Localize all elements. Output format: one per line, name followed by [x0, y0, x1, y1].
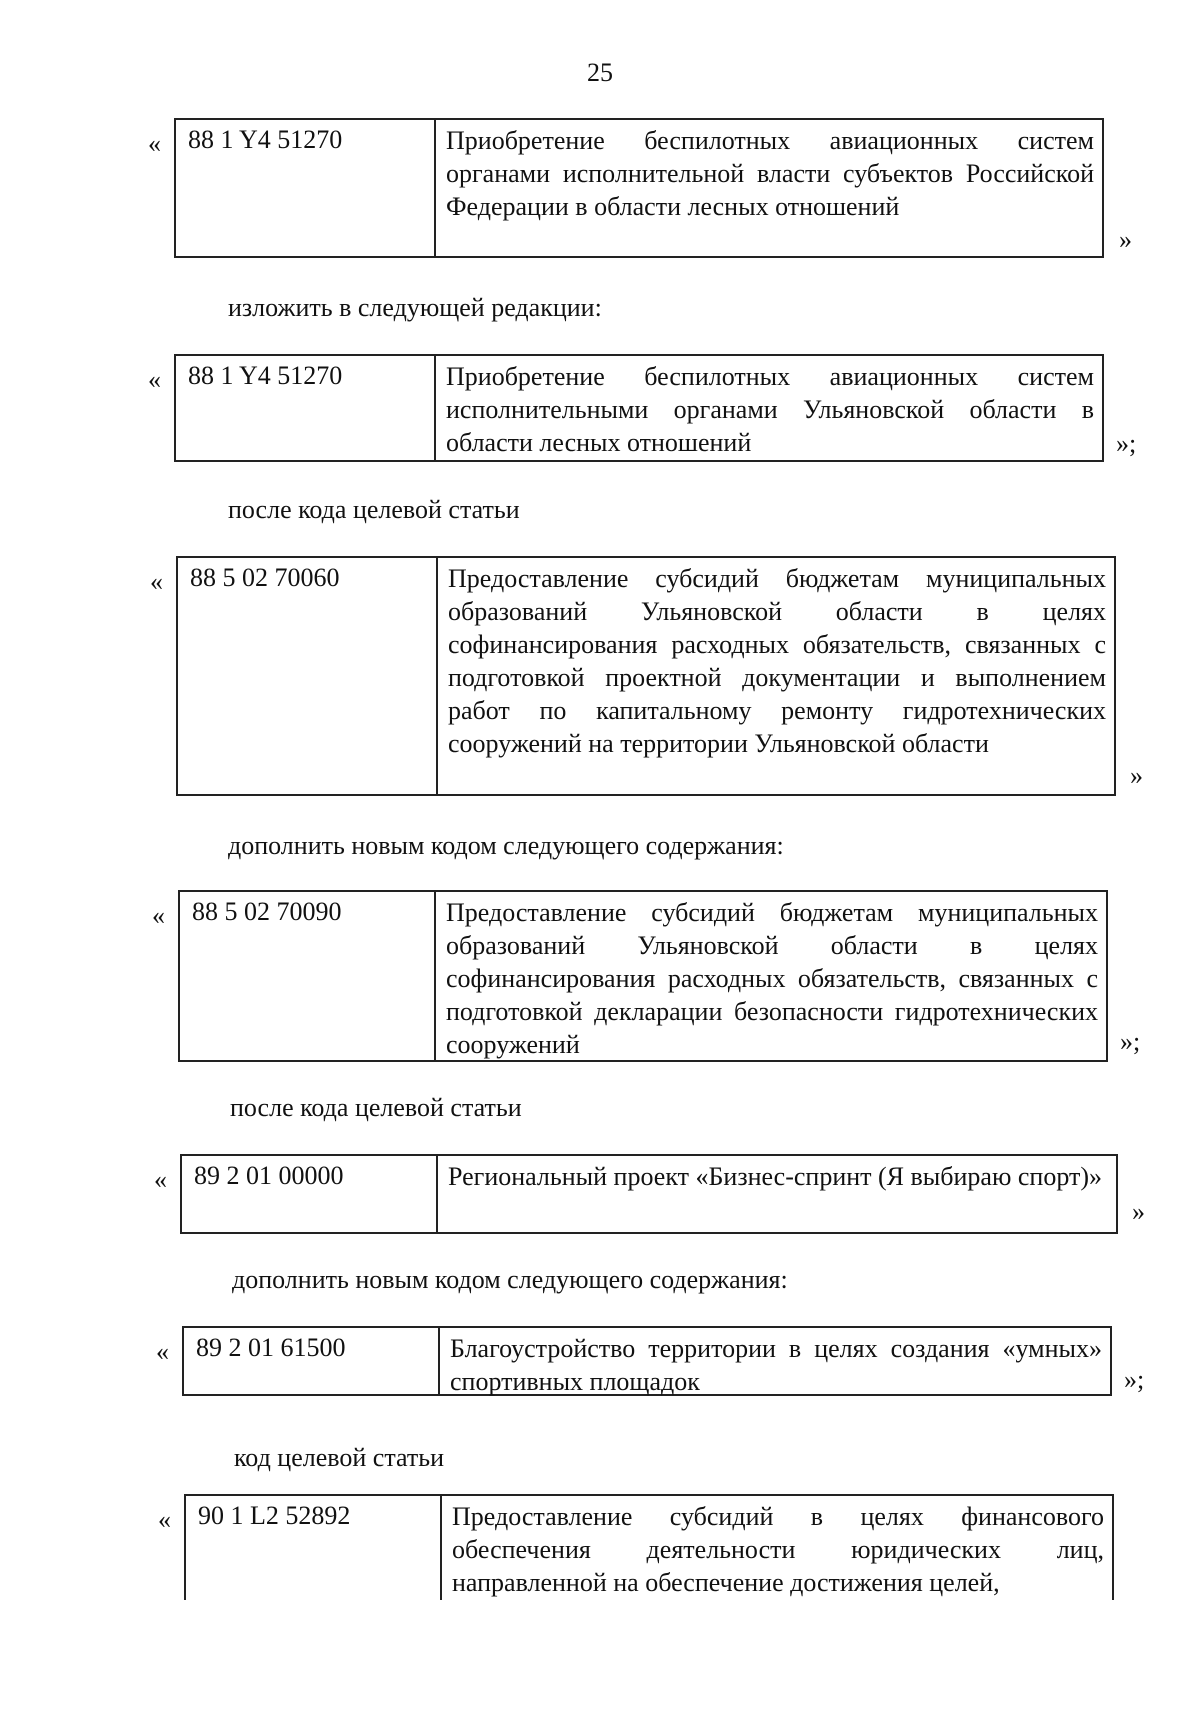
code-description: Благоустройство территории в целях создания «умных» спортивных площадок	[450, 1334, 1102, 1396]
instruction-text: изложить в следующей редакции:	[228, 293, 602, 322]
closing-quote: »	[1119, 225, 1132, 254]
opening-quote: «	[150, 567, 163, 596]
code-table	[176, 556, 1116, 796]
instruction-text: дополнить новым кодом следующего содержания:	[232, 1265, 788, 1294]
code-table	[174, 118, 1104, 258]
code-description: Предоставление субсидий в целях финансового обеспечения деятельности юридических лиц, направленной на обеспечение достижения целей,	[452, 1502, 1104, 1597]
target-code: 90 1 L2 52892	[186, 1496, 442, 1600]
target-code: 88 1 Y4 51270	[176, 356, 436, 460]
instruction-text: дополнить новым кодом следующего содержания:	[228, 831, 784, 860]
opening-quote: «	[158, 1505, 171, 1534]
closing-quote: »	[1130, 761, 1143, 790]
opening-quote: «	[152, 901, 165, 930]
instruction-text: после кода целевой статьи	[228, 495, 520, 524]
target-code: 89 2 01 61500	[184, 1328, 440, 1394]
opening-quote: «	[156, 1337, 169, 1366]
code-description: Предоставление субсидий бюджетам муниципальных образований Ульяновской области в целях софинансирования расходных обязательств, связанных с подготовкой проектной документации и выполнением работ по капитальному ремонту гидротехнических сооружений на территории Ульяновской области	[448, 564, 1106, 758]
target-code: 89 2 01 00000	[182, 1156, 438, 1232]
closing-quote: »	[1132, 1197, 1145, 1226]
code-description: Приобретение беспилотных авиационных систем исполнительными органами Ульяновской области в области лесных отношений	[446, 362, 1094, 457]
code-table	[184, 1494, 1114, 1600]
closing-quote: »;	[1116, 429, 1137, 458]
opening-quote: «	[148, 129, 161, 158]
target-code: 88 1 Y4 51270	[176, 120, 436, 256]
code-description: Приобретение беспилотных авиационных систем органами исполнительной власти субъектов Российской Федерации в области лесных отношений	[446, 126, 1094, 221]
instruction-text: код целевой статьи	[234, 1443, 444, 1472]
target-code: 88 5 02 70090	[180, 892, 436, 1060]
opening-quote: «	[154, 1165, 167, 1194]
code-description: Региональный проект «Бизнес-спринт (Я выбираю спорт)»	[448, 1162, 1103, 1191]
code-table	[180, 1154, 1118, 1234]
closing-quote: »;	[1120, 1027, 1141, 1056]
code-description: Предоставление субсидий бюджетам муниципальных образований Ульяновской области в целях софинансирования расходных обязательств, связанных с подготовкой декларации безопасности гидротехнических сооружений	[446, 898, 1098, 1059]
code-table	[182, 1326, 1112, 1396]
instruction-text: после кода целевой статьи	[230, 1093, 522, 1122]
target-code: 88 5 02 70060	[178, 558, 438, 794]
page-number: 25	[587, 58, 613, 87]
closing-quote: »;	[1124, 1365, 1145, 1394]
code-table	[178, 890, 1108, 1062]
code-table	[174, 354, 1104, 462]
opening-quote: «	[148, 365, 161, 394]
